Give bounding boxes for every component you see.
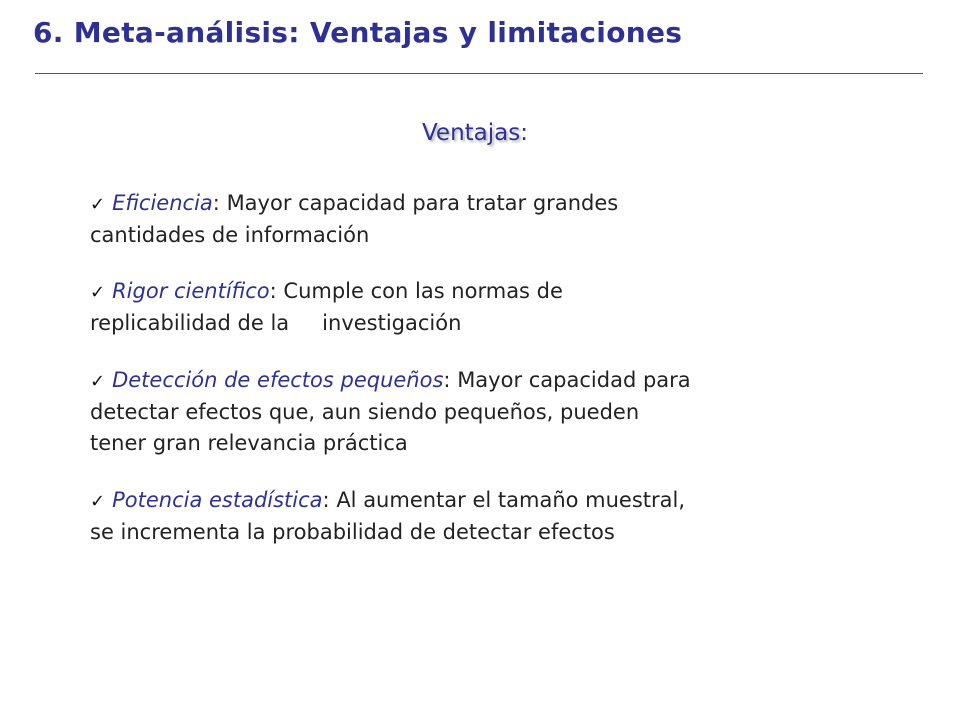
item-text: Mayor capacidad para xyxy=(457,368,691,392)
item-line: detectar efectos que, aun siendo pequeños, pueden xyxy=(90,400,640,424)
item-separator: : xyxy=(212,191,227,215)
list-item-rigor xyxy=(90,276,870,339)
item-line xyxy=(90,365,870,397)
item-separator: : xyxy=(443,368,458,392)
item-text: Al aumentar el tamaño muestral, xyxy=(336,488,686,512)
list-item-potencia xyxy=(90,485,870,548)
item-text: Mayor capacidad para tratar grandes xyxy=(226,191,619,215)
item-text: replicabilidad de la xyxy=(90,311,290,335)
item-line xyxy=(90,276,870,308)
item-line: cantidades de información xyxy=(90,223,370,247)
section-heading-word: Ventajas xyxy=(421,120,521,146)
item-separator: : xyxy=(269,279,284,303)
item-line xyxy=(90,485,870,517)
checkmark-icon: ✓ xyxy=(90,194,106,215)
list-item-deteccion xyxy=(90,365,870,459)
item-term: Detección de efectos pequeños xyxy=(112,368,444,392)
item-line xyxy=(90,188,870,220)
item-line xyxy=(90,308,870,339)
item-line: se incrementa la probabilidad de detectar efectos xyxy=(90,520,615,544)
checkmark-icon: ✓ xyxy=(90,491,106,512)
item-line: tener gran relevancia práctica xyxy=(90,431,408,455)
advantages-list xyxy=(90,188,870,548)
item-term: Rigor científico xyxy=(112,279,270,303)
item-term: Eficiencia xyxy=(112,191,213,215)
section-heading-colon: : xyxy=(520,120,528,146)
list-item-eficiencia xyxy=(90,188,870,251)
slide-title: 6. Meta-análisis: Ventajas y limitaciones xyxy=(33,16,683,49)
item-text: investigación xyxy=(322,311,462,335)
checkmark-icon: ✓ xyxy=(90,282,106,303)
checkmark-icon: ✓ xyxy=(90,371,106,392)
title-divider xyxy=(35,73,923,74)
section-heading xyxy=(0,120,950,146)
item-separator: : xyxy=(322,488,337,512)
item-text: Cumple con las normas de xyxy=(283,279,563,303)
item-term: Potencia estadística xyxy=(112,488,323,512)
